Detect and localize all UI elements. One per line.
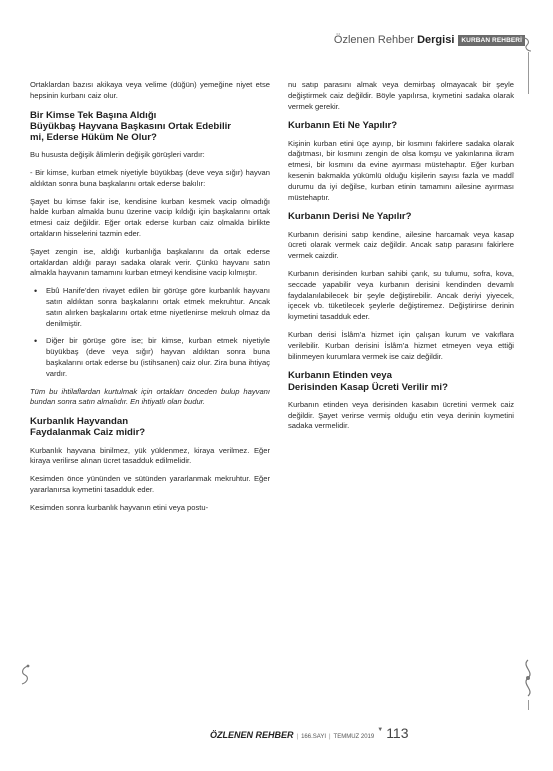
- page-header: [334, 34, 525, 46]
- footer-issue: 166.SAYI: [301, 734, 326, 740]
- margin-divider: [528, 700, 529, 710]
- corner-ornament-icon: [519, 36, 533, 54]
- italic-note: Tüm bu ihtilaflardan kurtulmak için ortakları önceden bulup hayvanı bundan sonra satın almalıdır. En ihtiyatlı olan budur.: [30, 386, 270, 407]
- paragraph: Kurban derisi İslâm’a hizmet için çalışan kurum ve vakıflara verilebilir. Kurban derisini İslâm’a hizmet etmeyen veya ettiği bilinmeyen kurumlara vermek ise caiz değildir.: [288, 329, 514, 361]
- section-heading: Bir Kimse Tek Başına Aldığı Büyükbaş Hayvana Başkasını Ortak Edebilir mi, Ederse Hüküm Ne Olur?: [30, 109, 232, 143]
- footer-date: TEMMUZ 2019: [333, 734, 375, 740]
- opinion-list: [30, 286, 270, 379]
- paragraph: Şayet bu kimse fakir ise, kendisine kurban kesmek vacip olmadığı halde kurban almakla bunu üzerine vacip kıldığı için başkalarını ortak etmesi caiz değildir. Eğer ortak ederse kurban caiz olmakla birlikte ortakların hisselerini tazmin eder.: [30, 196, 270, 238]
- arrow-down-icon: ▼: [377, 727, 384, 733]
- section-heading: Kurbanın Eti Ne Yapılır?: [288, 120, 398, 132]
- paragraph: Kişinin kurban etini üçe ayırıp, bir kısmını fakirlere sadaka olarak dağıtması, bir kısmını zengin de olsa komşu ve yakınlarına ikram etmesi, bir kısmını da evine ayırması müstehaptır. Eğer kurban kesenin bakmakla yükümlü olduğu kişilerin sayısı fazla ve maddî durumu da iyi değilse, kurban etinin tamamını ailesine ayırması müstehaptır.: [288, 138, 514, 202]
- paragraph: Bu hususta değişik âlimlerin değişik görüşleri vardır:: [30, 150, 205, 160]
- right-column: [288, 80, 514, 439]
- paragraph: Ortaklardan bazısı akikaya veya velime (düğün) yemeğine niyet etse hepsinin kurbanı caiz olur.: [30, 80, 270, 100]
- paragraph: Kesimden önce yününden ve sütünden yararlanmak mekruhtur. Eğer yararlanırsa kıymetini tasadduk eder.: [30, 474, 270, 494]
- list-item: • Diğer bir görüşe göre ise; bir kimse, kurban etmek niyetiyle büyükbaş (deve veya sığır) hayvan aldıktan sonra buna başkalarını ortak ederse bu (istihsanen) caiz olur. Zira buna ihtiyaç vardır.: [46, 336, 270, 379]
- paragraph: Kurbanlık hayvana binilmez, yük yüklenmez, kiraya verilmez. Eğer kiraya verilirse alınan ücret tasadduk edilmelidir.: [30, 445, 270, 466]
- page-number: 113: [386, 725, 409, 741]
- section-heading: Kurbanın Etinden veya Derisinden Kasap Ücreti Verilir mi?: [288, 370, 448, 393]
- list-item: • Ebû Hanife’den rivayet edilen bir görüşe göre kurbanlık hayvanı satın aldıktan sonra başkalarını ortak etmek mekruhtur. Ancak satın alırken başkalarını ortak etme niyetlenirse mekruh olmaz da denilmiştir.: [46, 286, 270, 329]
- paragraph: Kurbanın derisini satıp kendine, ailesine harcamak veya kasap ücreti olarak vermek caiz değildir. Ancak satıp parasını fakirlere vermek caizdir.: [288, 229, 514, 261]
- paragraph: Kesimden sonra kurbanlık hayvanın etini veya postu-: [30, 502, 209, 512]
- paragraph: - Bir kimse, kurban etmek niyetiyle büyükbaş (deve veya sığır) hayvan aldıktan sonra buna başkalarını ortak ederse bakılır:: [30, 168, 270, 188]
- margin-divider: [528, 52, 529, 94]
- section-heading: Kurbanın Derisi Ne Yapılır?: [288, 211, 412, 223]
- left-column: [30, 80, 270, 521]
- corner-ornament-icon: [517, 658, 539, 698]
- magazine-title: Özlenen Rehber Dergisi: [333, 34, 455, 46]
- section-heading: Kurbanlık Hayvandan Faydalanmak Caiz midir?: [30, 416, 146, 439]
- page-footer: ÖZLENEN REHBER | 166.SAYI | TEMMUZ 2019 ▼ 113: [210, 725, 409, 741]
- section-badge: KURBAN REHBERİ: [458, 35, 525, 46]
- paragraph: nu satıp parasını almak veya demirbaş olmayacak bir şeyle değiştirmek caiz değildir. Böyle yapılırsa, kıymetini sadaka olarak vermek gerekir.: [288, 80, 514, 111]
- paragraph: Şayet zengin ise, aldığı kurbanlığa başkalarını da ortak ederse ortaklardan aldığı parayı sadaka olarak verir. Çünkü hayvanı satın almakla hayvanın tamamını kurban etmeyi kendisine vacip kılmıştır.: [30, 246, 270, 278]
- footer-brand: ÖZLENEN REHBER: [210, 730, 294, 740]
- paragraph: Kurbanın derisinden kurban sahibi çarık, su tulumu, sofra, kova, seccade yapabilir veya kurbanın derisini kendinden devamlı faydalanılabilecek bir şeyle değiştirebilir. Ancak deriyi yiyecek, içecek vb. tüketilecek şeylerle değiştiremez. Değiştirirse derinin kıymetini tasadduk eder.: [288, 268, 514, 322]
- corner-ornament-icon: [18, 664, 34, 686]
- paragraph: Kurbanın etinden veya derisinden kasabın ücretini vermek caiz değildir. Şayet verirse vermiş olduğu etin veya derinin kıymetini sadaka vermelidir.: [288, 399, 514, 431]
